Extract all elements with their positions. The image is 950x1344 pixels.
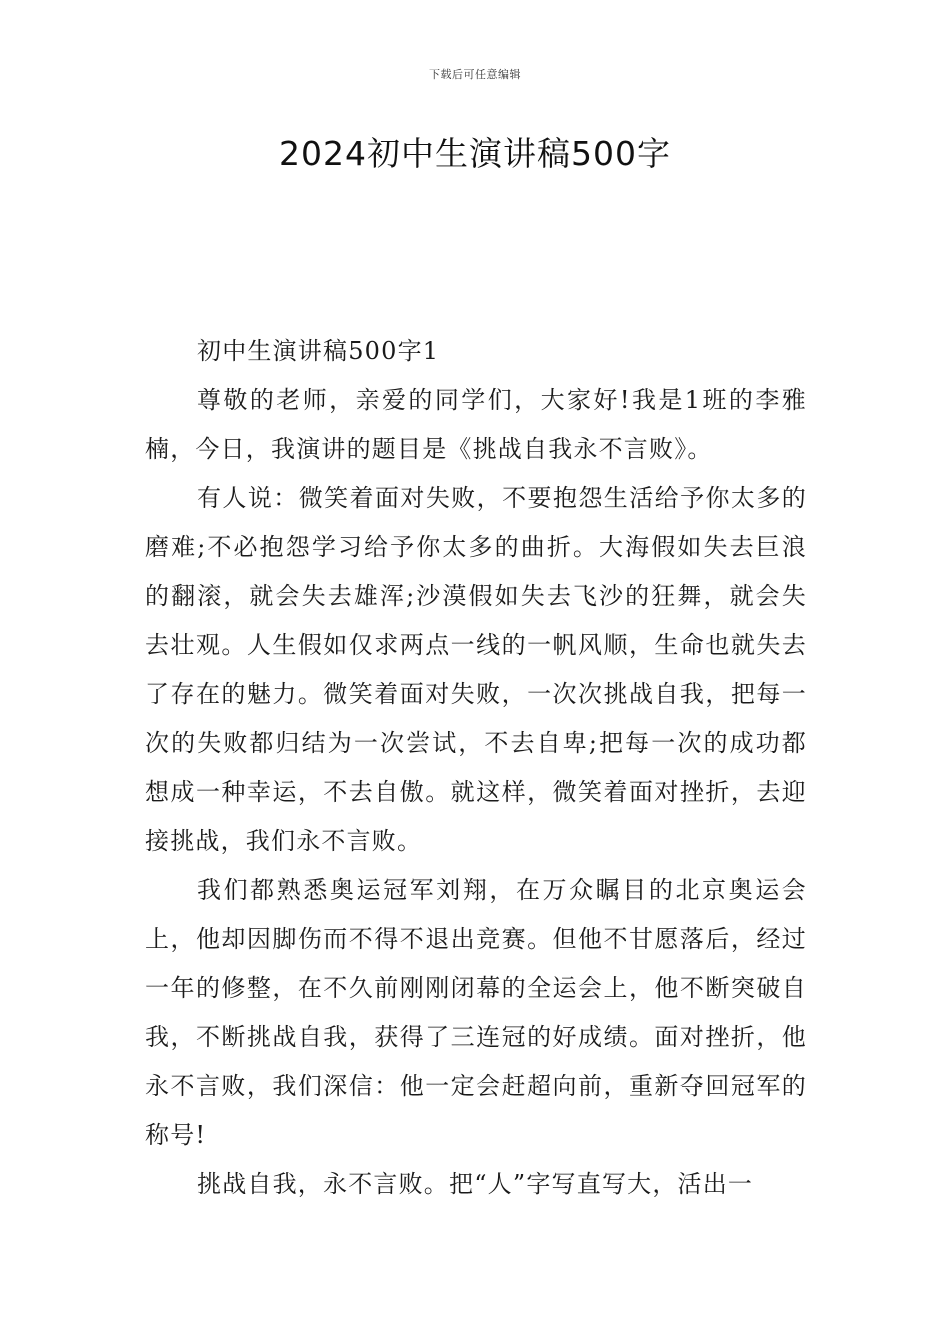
paragraph-3: 我们都熟悉奥运冠军刘翔，在万众瞩目的北京奥运会上，他却因脚伤而不得不退出竞赛。但他不甘愿落后，经过一年的修整，在不久前刚刚闭幕的全运会上，他不断突破自我，不断挑战自我，获得了三连冠的好成绩。面对挫折，他永不言败，我们深信：他一定会赶超向前，重新夺回冠军的称号! [145,876,807,1149]
document-body [145,327,807,1209]
section-heading: 初中生演讲稿500字1 [197,337,440,365]
paragraph-2: 有人说：微笑着面对失败，不要抱怨生活给予你太多的磨难;不必抱怨学习给予你太多的曲折。大海假如失去巨浪的翻滚，就会失去雄浑;沙漠假如失去飞沙的狂舞，就会失去壮观。人生假如仅求两点一线的一帆风顺，生命也就失去了存在的魅力。微笑着面对失败，一次次挑战自我，把每一次的失败都归结为一次尝试，不去自卑;把每一次的成功都想成一种幸运，不去自傲。就这样，微笑着面对挫折，去迎接挑战，我们永不言败。 [145,484,807,855]
header-note: 下载后可任意编辑 [429,68,521,81]
paragraph-4: 挑战自我，永不言败。把“人”字写直写大，活出一 [197,1170,754,1198]
document-title: 2024初中生演讲稿500字 [279,134,671,173]
paragraph-1: 尊敬的老师，亲爱的同学们，大家好!我是1班的李雅楠，今日，我演讲的题目是《挑战自我永不言败》。 [145,386,807,463]
